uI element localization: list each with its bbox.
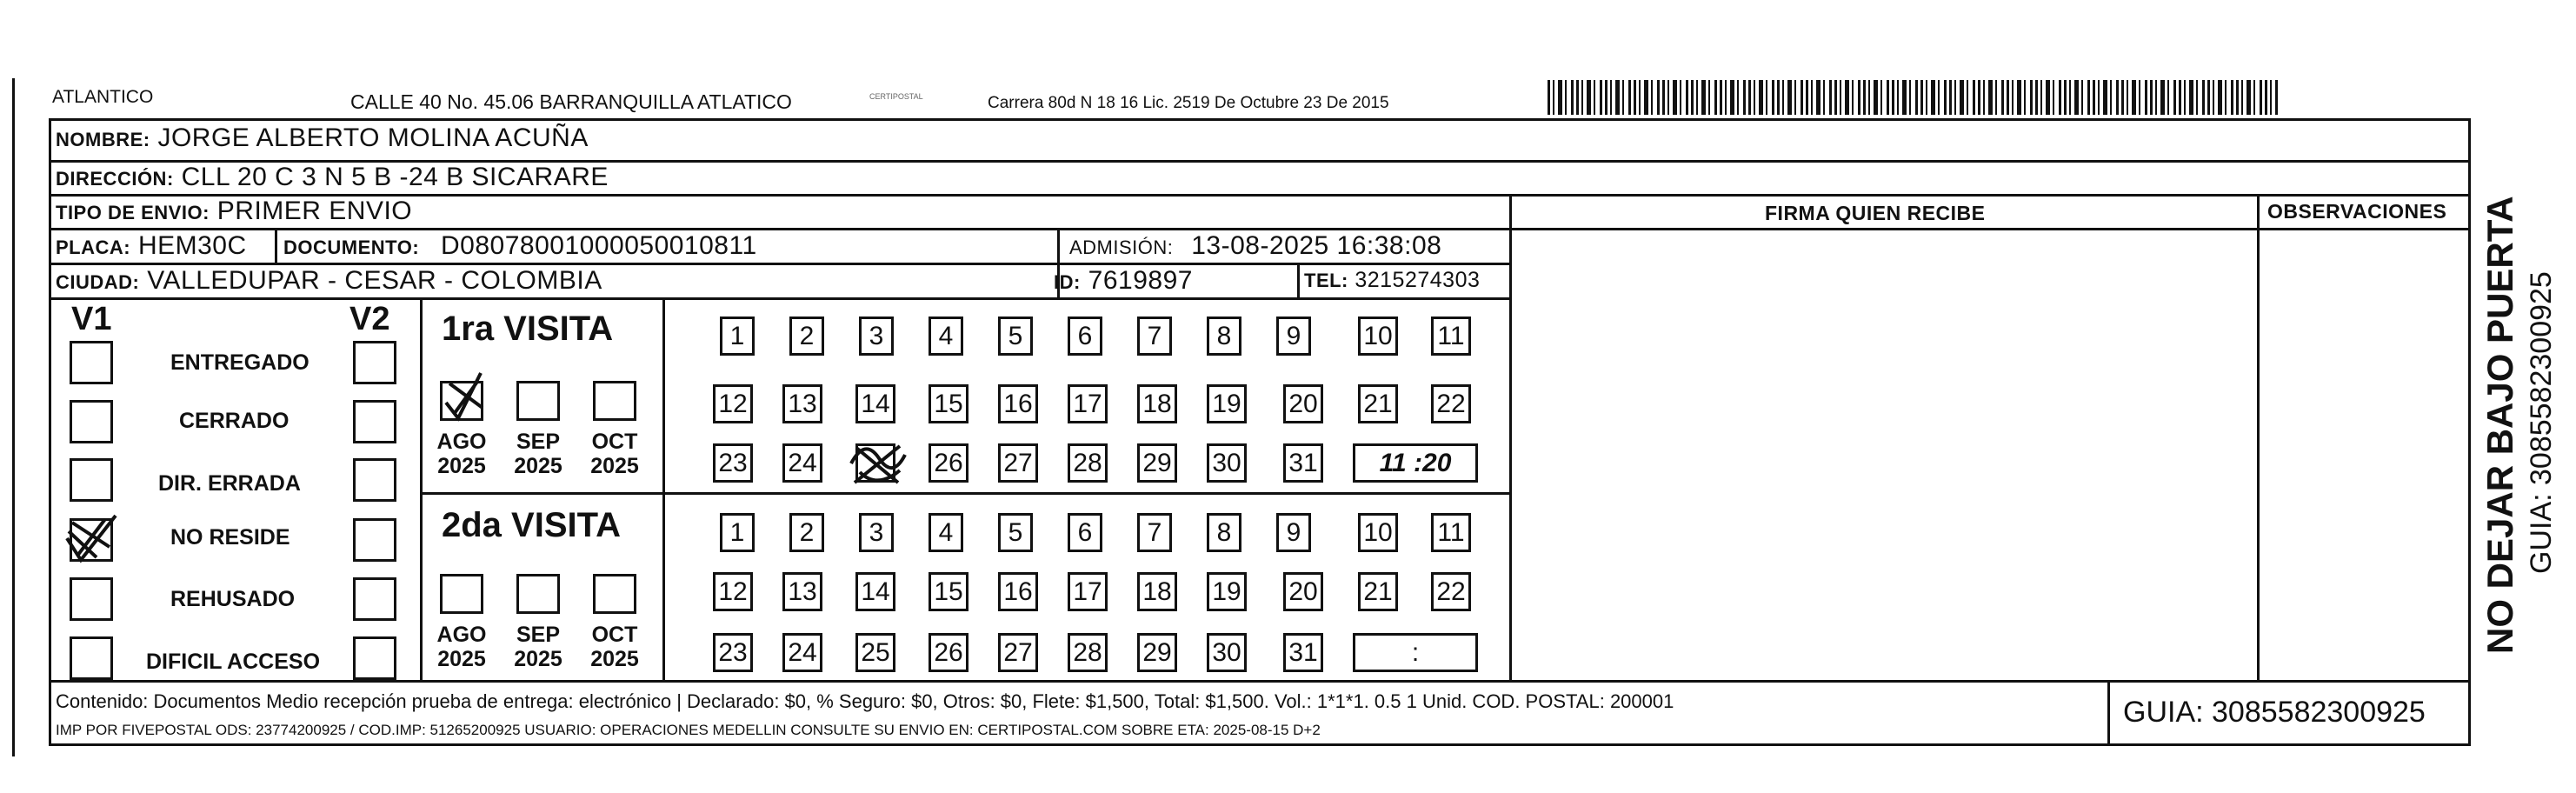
tel-row bbox=[1304, 268, 1480, 293]
col-line bbox=[420, 297, 423, 680]
second-day-box[interactable]: 6 bbox=[1068, 513, 1102, 552]
v1-entregado-checkbox[interactable] bbox=[70, 341, 113, 384]
col-line bbox=[662, 297, 665, 680]
city-value: VALLEDUPAR - CESAR - COLOMBIA bbox=[147, 266, 602, 295]
first-day-box[interactable]: 12 bbox=[713, 384, 753, 423]
year-label: 2025 bbox=[514, 647, 562, 671]
address-row bbox=[56, 163, 609, 192]
first-visit-title: 1ra VISITA bbox=[442, 310, 614, 348]
document-label: DOCUMENTO: bbox=[283, 237, 420, 258]
first-day-box[interactable]: 26 bbox=[929, 443, 968, 483]
signature-header: FIRMA QUIEN RECIBE bbox=[1765, 202, 1986, 224]
second-day-box[interactable]: 27 bbox=[998, 633, 1038, 672]
left-edge-line bbox=[12, 78, 15, 756]
tel-label: TEL: bbox=[1304, 270, 1348, 291]
v2-dificil-acceso-checkbox[interactable] bbox=[353, 636, 396, 680]
second-day-box[interactable]: 19 bbox=[1207, 572, 1247, 611]
first-day-box[interactable]: 5 bbox=[998, 317, 1033, 356]
observations-area[interactable] bbox=[2260, 231, 2467, 676]
first-day-box[interactable]: 31 bbox=[1283, 443, 1323, 483]
signature-area[interactable] bbox=[1513, 231, 2253, 676]
first-day-box[interactable]: 3 bbox=[859, 317, 894, 356]
first-day-box[interactable]: 22 bbox=[1431, 384, 1471, 423]
first-day-box[interactable]: 15 bbox=[929, 384, 968, 423]
first-day-box[interactable]: 1 bbox=[720, 317, 755, 356]
first-day-box[interactable]: 29 bbox=[1137, 443, 1177, 483]
status-cerrado: CERRADO bbox=[179, 409, 290, 433]
license-text: Carrera 80d N 18 16 Lic. 2519 De Octubre 23 De 2015 bbox=[988, 94, 1389, 112]
second-day-box[interactable]: 26 bbox=[929, 633, 968, 672]
second-day-box[interactable]: 31 bbox=[1283, 633, 1323, 672]
year-label: 2025 bbox=[437, 454, 486, 478]
first-day-box[interactable]: 18 bbox=[1137, 384, 1177, 423]
second-day-box[interactable]: 28 bbox=[1068, 633, 1108, 672]
document-value: D08078001000050010811 bbox=[441, 231, 757, 260]
observations-header: OBSERVACIONES bbox=[2267, 200, 2447, 223]
admission-label: ADMISIÓN: bbox=[1069, 237, 1174, 258]
second-day-box[interactable]: 29 bbox=[1137, 633, 1177, 672]
first-visit-month-oct-checkbox[interactable] bbox=[593, 381, 636, 421]
v2-no-reside-checkbox[interactable] bbox=[353, 518, 396, 562]
second-visit-time-field[interactable]: : bbox=[1353, 633, 1478, 672]
second-day-box[interactable]: 10 bbox=[1358, 513, 1398, 552]
first-day-box[interactable]: 14 bbox=[855, 384, 895, 423]
first-visit-month-sep-checkbox[interactable] bbox=[516, 381, 560, 421]
col-line bbox=[2107, 680, 2110, 746]
v1-rehusado-checkbox[interactable] bbox=[70, 577, 113, 621]
side-guia-number: GUIA: 3085582300925 bbox=[2525, 271, 2558, 574]
city-row bbox=[56, 266, 602, 296]
first-day-box[interactable]: 10 bbox=[1358, 317, 1398, 356]
first-day-box[interactable]: 2 bbox=[789, 317, 824, 356]
name-label: NOMBRE: bbox=[56, 129, 150, 150]
col-line bbox=[275, 228, 277, 263]
year-label: 2025 bbox=[590, 647, 639, 671]
handwritten-scribble-mark bbox=[848, 437, 909, 490]
v2-dir-errada-checkbox[interactable] bbox=[353, 458, 396, 502]
second-visit-month-oct-checkbox[interactable] bbox=[593, 574, 636, 614]
second-day-box[interactable]: 1 bbox=[720, 513, 755, 552]
first-day-box[interactable]: 28 bbox=[1068, 443, 1108, 483]
v1-header: V1 bbox=[71, 301, 112, 337]
first-day-box[interactable]: 24 bbox=[782, 443, 822, 483]
first-day-box[interactable]: 27 bbox=[998, 443, 1038, 483]
second-visit-month-oct bbox=[584, 623, 645, 671]
id-value: 7619897 bbox=[1088, 266, 1193, 295]
handwritten-check-mark bbox=[439, 368, 491, 422]
no-dejar-bajo-puerta-warning: NO DEJAR BAJO PUERTA bbox=[2479, 196, 2520, 654]
first-day-box[interactable]: 11 bbox=[1431, 317, 1471, 356]
v1-dir-errada-checkbox[interactable] bbox=[70, 458, 113, 502]
first-day-box[interactable]: 23 bbox=[713, 443, 753, 483]
second-day-box[interactable]: 7 bbox=[1137, 513, 1172, 552]
row-line bbox=[1509, 228, 2471, 230]
first-visit-month-ago-checkbox[interactable] bbox=[440, 381, 483, 421]
first-day-box[interactable]: 20 bbox=[1283, 384, 1323, 423]
second-day-box[interactable]: 15 bbox=[929, 572, 968, 611]
col-line bbox=[2257, 194, 2260, 680]
status-no-reside: NO RESIDE bbox=[170, 525, 290, 550]
first-day-box[interactable]: 17 bbox=[1068, 384, 1108, 423]
status-dir-errada: DIR. ERRADA bbox=[158, 471, 301, 496]
guia-number: GUIA: 3085582300925 bbox=[2123, 696, 2426, 729]
address-label: DIRECCIÓN: bbox=[56, 168, 174, 190]
id-label: ID: bbox=[1054, 271, 1081, 293]
month-label: SEP bbox=[516, 430, 561, 454]
year-label: 2025 bbox=[437, 647, 486, 671]
second-day-box[interactable]: 24 bbox=[782, 633, 822, 672]
month-label: AGO bbox=[436, 430, 487, 454]
certipostal-logo: CERTIPOSTAL bbox=[869, 92, 923, 101]
month-label: OCT bbox=[591, 430, 638, 454]
plate-label: PLACA: bbox=[56, 237, 131, 258]
second-day-box[interactable]: 12 bbox=[713, 572, 753, 611]
recipient-name: JORGE ALBERTO MOLINA ACUÑA bbox=[157, 123, 589, 152]
second-day-box[interactable]: 5 bbox=[998, 513, 1033, 552]
first-day-box[interactable]: 6 bbox=[1068, 317, 1102, 356]
second-day-box[interactable]: 16 bbox=[998, 572, 1038, 611]
second-visit-title: 2da VISITA bbox=[442, 506, 621, 544]
first-day-box[interactable]: 9 bbox=[1276, 317, 1311, 356]
first-visit-month-ago bbox=[431, 430, 492, 478]
shipping-type: PRIMER ENVIO bbox=[216, 197, 413, 225]
col-line bbox=[1509, 194, 1512, 680]
second-day-box[interactable]: 17 bbox=[1068, 572, 1108, 611]
name-row bbox=[56, 123, 589, 153]
first-day-box[interactable]: 13 bbox=[782, 384, 822, 423]
second-day-box[interactable]: 8 bbox=[1207, 513, 1241, 552]
contents-line: Contenido: Documentos Medio recepción prueba de entrega: electrónico | Declarado: $0, % Seguro: $0, Otros: $0, Flete: $1,500, Total: $1,500. Vol.: 1*1*1. 0.5 1 Unid. COD. POSTAL: 200001 bbox=[56, 690, 1674, 712]
handwritten-check-mark bbox=[62, 512, 123, 564]
city-label: CIUDAD: bbox=[56, 271, 140, 293]
first-day-box-marked[interactable] bbox=[855, 443, 895, 483]
second-visit-month-sep-checkbox[interactable] bbox=[516, 574, 560, 614]
v1-dificil-acceso-checkbox[interactable] bbox=[70, 636, 113, 680]
tel-value: 3215274303 bbox=[1355, 268, 1481, 292]
second-visit-month-sep bbox=[508, 623, 569, 671]
sender-city: ATLANTICO bbox=[52, 87, 154, 107]
first-day-box[interactable]: 19 bbox=[1207, 384, 1247, 423]
second-day-box[interactable]: 30 bbox=[1207, 633, 1247, 672]
shipping-label: TIPO DE ENVIO: bbox=[56, 202, 210, 223]
first-visit-month-oct bbox=[584, 430, 645, 478]
first-day-box[interactable]: 4 bbox=[929, 317, 963, 356]
first-day-box[interactable]: 16 bbox=[998, 384, 1038, 423]
row-line bbox=[49, 263, 1509, 265]
second-day-box[interactable]: 22 bbox=[1431, 572, 1471, 611]
year-label: 2025 bbox=[514, 454, 562, 478]
v1-no-reside-checkbox[interactable] bbox=[70, 518, 113, 562]
second-day-box[interactable]: 23 bbox=[713, 633, 753, 672]
second-day-box[interactable]: 11 bbox=[1431, 513, 1471, 552]
second-day-box[interactable]: 2 bbox=[789, 513, 824, 552]
row-line bbox=[49, 228, 1509, 230]
second-day-box[interactable]: 9 bbox=[1276, 513, 1311, 552]
second-day-box[interactable]: 20 bbox=[1283, 572, 1323, 611]
plate-value: HEM30C bbox=[137, 231, 247, 260]
first-visit-month-sep bbox=[508, 430, 569, 478]
second-day-box[interactable]: 14 bbox=[855, 572, 895, 611]
second-day-box[interactable]: 3 bbox=[859, 513, 894, 552]
imp-line: IMP POR FIVEPOSTAL ODS: 23774200925 / COD.IMP: 51265200925 USUARIO: OPERACIONES MEDELLIN CONSULTE SU ENVIO EN: CERTIPOSTAL.COM SOBRE ETA: 2025-08-15 D+2 bbox=[56, 722, 1321, 738]
month-label: AGO bbox=[436, 623, 487, 647]
year-label: 2025 bbox=[590, 454, 639, 478]
second-day-box[interactable]: 13 bbox=[782, 572, 822, 611]
first-visit-time-field[interactable]: 11 :20 bbox=[1353, 443, 1478, 483]
second-day-box[interactable]: 18 bbox=[1137, 572, 1177, 611]
first-day-box[interactable]: 30 bbox=[1207, 443, 1247, 483]
first-day-box[interactable]: 21 bbox=[1358, 384, 1398, 423]
second-visit-month-ago bbox=[431, 623, 492, 671]
first-day-box[interactable]: 8 bbox=[1207, 317, 1241, 356]
v2-entregado-checkbox[interactable] bbox=[353, 341, 396, 384]
month-label: SEP bbox=[516, 623, 561, 647]
visit-separator bbox=[420, 492, 1509, 495]
second-day-box[interactable]: 21 bbox=[1358, 572, 1398, 611]
recipient-address: CLL 20 C 3 N 5 B -24 B SICARARE bbox=[181, 163, 609, 191]
first-day-box[interactable]: 7 bbox=[1137, 317, 1172, 356]
second-day-box[interactable]: 25 bbox=[855, 633, 895, 672]
row-line bbox=[49, 297, 1509, 300]
month-label: OCT bbox=[591, 623, 638, 647]
v2-rehusado-checkbox[interactable] bbox=[353, 577, 396, 621]
admission-row bbox=[1069, 231, 1441, 261]
second-visit-month-ago-checkbox[interactable] bbox=[440, 574, 483, 614]
v1-cerrado-checkbox[interactable] bbox=[70, 400, 113, 443]
status-rehusado: REHUSADO bbox=[170, 587, 296, 611]
admission-value: 13-08-2025 16:38:08 bbox=[1191, 231, 1442, 260]
id-row bbox=[1054, 266, 1193, 296]
second-day-box[interactable]: 4 bbox=[929, 513, 963, 552]
v2-header: V2 bbox=[349, 301, 390, 337]
plate-row bbox=[56, 231, 247, 261]
status-entregado: ENTREGADO bbox=[170, 350, 310, 375]
v2-cerrado-checkbox[interactable] bbox=[353, 400, 396, 443]
document-row bbox=[283, 231, 757, 261]
col-line bbox=[1297, 263, 1300, 297]
status-dificil-acceso: DIFICIL ACCESO bbox=[146, 650, 321, 674]
sender-address: CALLE 40 No. 45.06 BARRANQUILLA ATLATICO bbox=[350, 90, 792, 113]
shipping-row bbox=[56, 197, 412, 226]
barcode bbox=[1548, 80, 2278, 115]
